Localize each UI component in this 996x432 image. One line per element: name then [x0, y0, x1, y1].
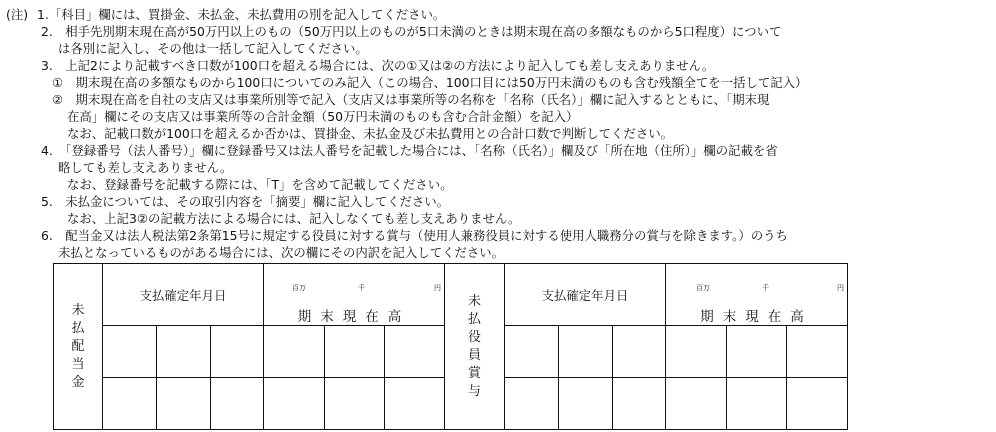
note-3-option-2: ② 期末現在高を自社の支店又は事業所別等で記入（支店又は事業所等の名称を「名称（氏名）」欄に記入するとともに、「期末現: [52, 92, 770, 107]
note-6: 6. 配当金又は法人税法第2条第15号に規定する役員に対する賞与（使用人兼務役員に対する使用人職務分の賞与を除きます。）のうち: [41, 228, 788, 243]
note-5: 5. 未払金については、その取引内容を「摘要」欄に記入してください。: [41, 194, 450, 209]
note-3-option-2-cont: 在高」欄にその支店又は事業所等の合計金額（50万円未満のものも含む合計金額）を記入）: [67, 109, 579, 124]
bonus-date-cell[interactable]: [613, 326, 666, 378]
bonus-amount-cell[interactable]: [727, 378, 787, 430]
bonus-amount-cell[interactable]: [666, 326, 727, 378]
bonus-date-cell[interactable]: [559, 378, 613, 430]
note-3-remark: なお、記載口数が100口を超えるか否かは、買掛金、未払金及び未払費用との合計口数で判断してください。: [67, 126, 674, 141]
dividend-amount-cell[interactable]: [325, 326, 385, 378]
bonus-date-cell[interactable]: [559, 326, 613, 378]
dividend-date-cell[interactable]: [211, 378, 264, 430]
bonus-amount-cell[interactable]: [727, 326, 787, 378]
notes-prefix: (注): [6, 7, 29, 22]
dividend-date-cell[interactable]: [211, 326, 264, 378]
note-1: 1.「科目」欄には、買掛金、未払金、未払費用の別を記入してください。: [37, 7, 446, 22]
note-3: 3. 上記2により記載すべき口数が100口を超える場合には、次の①又は②の方法により記入しても差し支えありません。: [41, 58, 715, 73]
dividend-date-cell[interactable]: [157, 326, 211, 378]
note-6-cont: 未払となっているものがある場合には、次の欄にその内訳を記入してください。: [58, 245, 505, 260]
dividend-date-cell[interactable]: [103, 326, 157, 378]
dividend-amount-cell[interactable]: [264, 378, 325, 430]
dividend-date-cell[interactable]: [103, 378, 157, 430]
note-2: 2. 相手先別期末現在高が50万円以上のもの（50万円以上のものが5口未満のときは期末現在高の多額なものから5口程度）について: [41, 24, 782, 39]
bonus-date-cell[interactable]: [505, 326, 559, 378]
note-4: 4. 「登録番号（法人番号）」欄に登録番号又は法人番号を記載した場合には、「名称（氏名）」欄及び「所在地（住所）」欄の記載を省: [41, 143, 778, 158]
bonus-date-cell[interactable]: [613, 378, 666, 430]
dividend-amount-cell[interactable]: [325, 378, 385, 430]
header-payment-date-2: 支払確定年月日: [505, 264, 666, 326]
bonus-amount-cell[interactable]: [787, 378, 848, 430]
label-unpaid-dividends: 未 払 配 当 金: [54, 264, 103, 430]
unpaid-detail-form: [53, 263, 848, 430]
dividend-amount-cell[interactable]: [385, 326, 445, 378]
bonus-date-cell[interactable]: [505, 378, 559, 430]
note-2-cont: は各別に記入し、その他は一括して記入してください。: [58, 41, 368, 56]
dividend-date-cell[interactable]: [157, 378, 211, 430]
note-3-option-1: ① 期末現在高の多額なものから100口についてのみ記入（この場合、100口目には50万円未満のものも含む残額全てを一括して記入）: [52, 75, 808, 90]
header-closing-balance-2: 期末現在高 百万 千 円: [666, 264, 848, 326]
note-4-remark: なお、登録番号を記載する際には、「T」を含めて記載してください。: [67, 177, 453, 192]
note-5-remark: なお、上記3②の記載方法による場合には、記入しなくても差し支えありません。: [67, 211, 521, 226]
dividend-amount-cell[interactable]: [385, 378, 445, 430]
bonus-amount-cell[interactable]: [666, 378, 727, 430]
dividend-amount-cell[interactable]: [264, 326, 325, 378]
header-payment-date: 支払確定年月日: [103, 264, 264, 326]
bonus-amount-cell[interactable]: [787, 326, 848, 378]
label-unpaid-officer-bonus: 未 払 役 員 賞 与: [445, 264, 505, 430]
note-4-cont: 略しても差し支えありません。: [58, 160, 233, 175]
header-closing-balance: 期末現在高 百万 千 円: [264, 264, 445, 326]
